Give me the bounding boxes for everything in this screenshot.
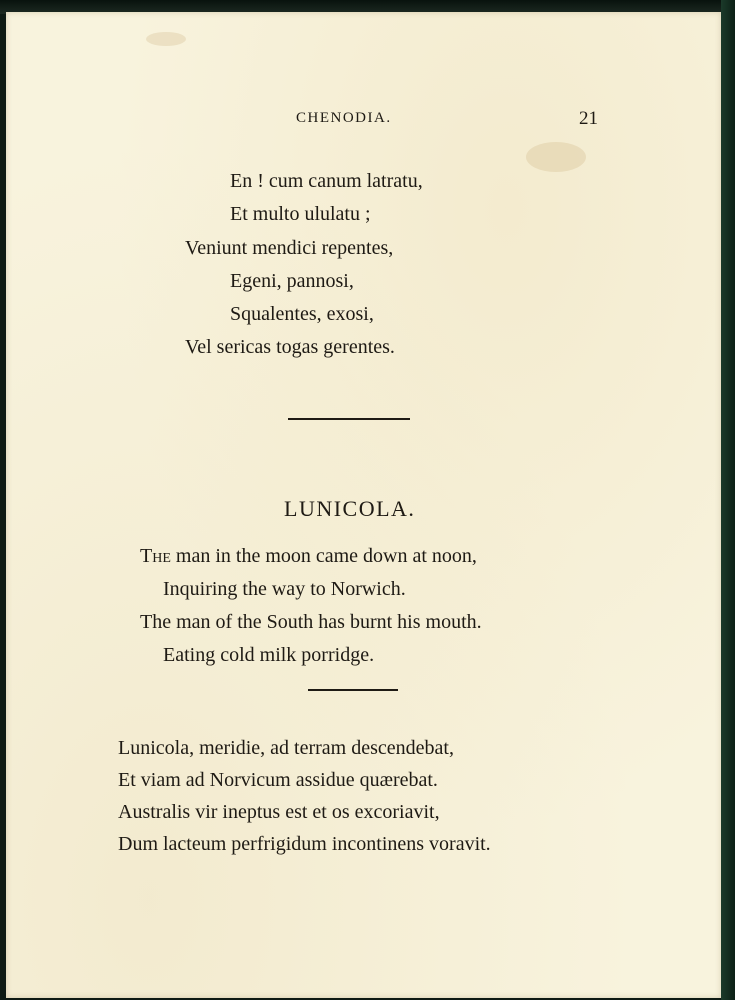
latin-verse-line: Dum lacteum perfrigidum incontinens voravit. [118, 833, 491, 855]
section-divider [288, 418, 410, 420]
book-page [6, 12, 721, 998]
latin-verse-line: Et viam ad Norvicum assidue quærebat. [118, 769, 438, 791]
latin-verse-line: Lunicola, meridie, ad terram descendebat, [118, 737, 454, 759]
english-verse-text: man in the moon came down at noon, [170, 545, 477, 567]
foxing-spot [146, 32, 186, 46]
english-verse-line: The man of the South has burnt his mouth. [140, 611, 482, 633]
page-number: 21 [579, 108, 598, 129]
english-verse-line: Inquiring the way to Norwich. [163, 578, 406, 600]
stanza-line: Vel sericas togas gerentes. [185, 336, 395, 358]
running-title: CHENODIA. [296, 110, 392, 126]
stanza-line: Egeni, pannosi, [230, 270, 354, 292]
translation-divider [308, 689, 398, 691]
stanza-line: Et multo ululatu ; [230, 203, 371, 225]
stanza-line: Squalentes, exosi, [230, 303, 374, 325]
foxing-spot [526, 142, 586, 172]
stanza-line: En ! cum canum latratu, [230, 170, 423, 192]
drop-word: The [140, 545, 171, 567]
stanza-line: Veniunt mendici repentes, [185, 237, 394, 259]
english-verse-line [140, 545, 477, 568]
latin-verse-line: Australis vir ineptus est et os excoriavit, [118, 801, 440, 823]
english-verse-line: Eating cold milk porridge. [163, 644, 375, 666]
book-cover-edge [721, 0, 735, 1000]
section-title: LUNICOLA. [284, 496, 416, 521]
